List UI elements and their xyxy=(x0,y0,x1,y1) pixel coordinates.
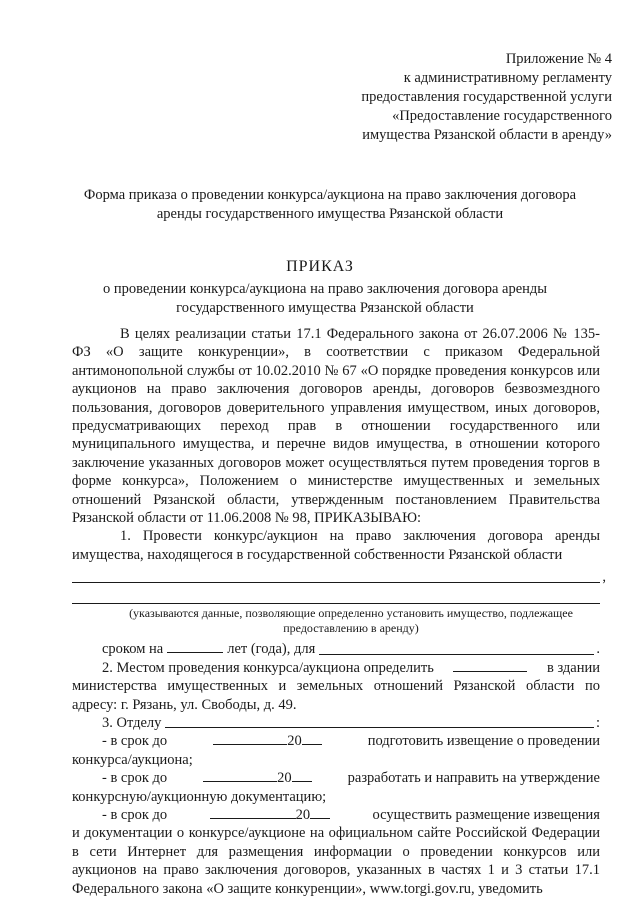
subitem-3-cont: и документации о конкурсе/аукционе на официальном сайте Российской Федерации в сети Интернет для размещения информации о проведении конкурсов или аукционов на право заключения договоров, указанных в частях 1 и 3 статьи 17.1 Федерального закона «О защите конкуренции», www.torgi.gov.ru, уведомить xyxy=(72,825,600,897)
appendix-header xyxy=(312,50,612,145)
subitem-1-year: 20 xyxy=(287,733,302,750)
subitem-2-cont: конкурсную/аукционную документацию; xyxy=(72,788,327,805)
item-2-start: 2. Местом проведения конкурса/аукциона определить xyxy=(102,659,434,676)
item-2-mid: в здании xyxy=(546,659,600,676)
blank-field xyxy=(310,806,330,819)
subitem-1-prefix: - в срок до xyxy=(102,733,168,750)
appendix-line: предоставления государственной услуги xyxy=(361,89,612,105)
term-mid: лет (года), для xyxy=(227,641,316,658)
preamble-paragraph: В целях реализации статьи 17.1 Федерального закона от 26.07.2006 № 135-ФЗ «О защите конкуренции», в соответствии с приказом Федеральной антимонопольной службы от 10.02.2010 № 67 «О порядке проведения конкурсов или аукционов на право заключения договоров аренды, договоров безвозмездного пользования, договоров доверительного управления имуществом, иных договоров, предусматривающих переход прав в отношении государственного или муниципального имущества, и перечне видов имущества, в отношении которого заключение указанных договоров может осуществляться путем проведения торгов в форме конкурса», Положением о министерстве имущественных и земельных отношений Рязанской области, утвержденным постановлением Правительства Рязанской области от 11.06.2008 № 98, ПРИКАЗЫВАЮ: xyxy=(72,326,600,527)
blank-field xyxy=(453,659,527,672)
subitem-2-year: 20 xyxy=(277,770,292,787)
appendix-line: к административному регламенту xyxy=(403,70,612,86)
subitem-3-year: 20 xyxy=(295,806,311,823)
blank-field xyxy=(167,640,223,653)
blank-line xyxy=(72,589,600,604)
order-body xyxy=(72,325,606,898)
subitem-3-text: осуществить размещение извещения xyxy=(372,806,600,823)
subitem-1-row xyxy=(72,732,600,750)
blank-field xyxy=(302,732,322,745)
blank-field xyxy=(319,640,594,654)
blank-line: , xyxy=(72,568,600,583)
blank-field xyxy=(292,769,312,782)
subitem-2-row xyxy=(72,769,600,787)
item-3: 3. Отделу xyxy=(102,714,162,731)
subitem-1-text: подготовить извещение о проведении xyxy=(367,733,600,750)
subitem-2-prefix: - в срок до xyxy=(102,770,168,787)
term-row: сроком на лет (года), для . xyxy=(102,641,600,658)
item-1: 1. Провести конкурс/аукцион на право заключения договора аренды имущества, находящегося в государственной собственности Рязанской области xyxy=(72,528,600,563)
order-subtitle: о проведении конкурса/аукциона на право заключения договора аренды государственного имущества Рязанской области xyxy=(102,281,548,316)
note-text: (указываются данные, позволяющие определенно установить имущество, подлежащее предоставлению в аренду) xyxy=(129,606,573,636)
blank-field xyxy=(165,714,594,728)
blank-field xyxy=(203,769,277,782)
item-3-row: 3. Отделу : xyxy=(102,714,600,731)
subitem-2-text: разработать и направить на утверждение xyxy=(347,770,600,787)
blank-field xyxy=(213,732,287,745)
subitem-3-row xyxy=(72,806,600,824)
item-2-row xyxy=(72,659,600,677)
subitem-3-prefix: - в срок до xyxy=(102,806,168,823)
subitem-1-cont: конкурса/аукциона; xyxy=(72,751,193,768)
item-2-rest: министерства имущественных и земельных отношений Рязанской области по адресу: г. Рязань, ул. Свободы, д. 49. xyxy=(72,678,600,713)
appendix-line: «Предоставление государственного xyxy=(392,108,612,124)
order-heading: ПРИКАЗ xyxy=(286,258,354,275)
term-prefix: сроком на xyxy=(102,641,164,658)
appendix-line: имущества Рязанской области в аренду» xyxy=(362,127,612,143)
appendix-number: Приложение № 4 xyxy=(505,51,612,67)
form-title: Форма приказа о проведении конкурса/аукциона на право заключения договора аренды государственного имущества Рязанской области xyxy=(83,187,577,222)
blank-field xyxy=(210,806,296,819)
